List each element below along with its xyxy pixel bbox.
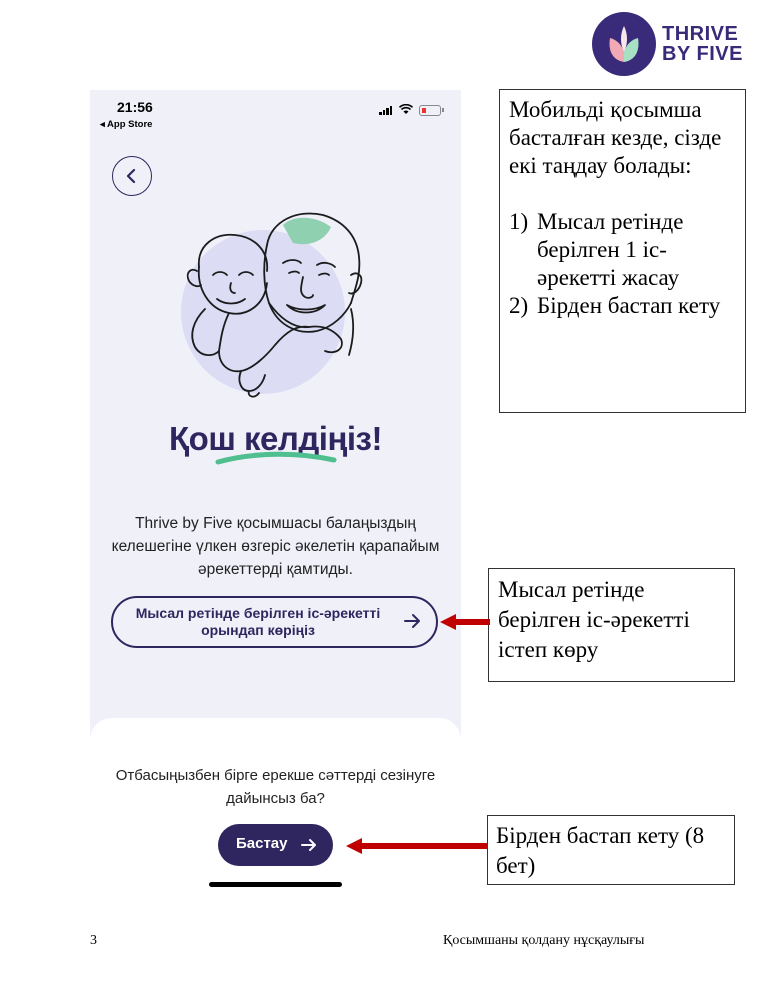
option-item: 1) Мысал ретінде берілген 1 іс-әрекетті жасау: [509, 209, 684, 290]
wifi-icon: [399, 104, 413, 118]
page-number: 3: [90, 933, 97, 948]
back-button[interactable]: [112, 156, 152, 196]
chevron-left-icon: [125, 168, 139, 184]
start-callout-box: Бірден бастап кету (8 бет): [487, 815, 735, 885]
welcome-title: Қош келдіңіз!: [169, 420, 382, 457]
app-description: Thrive by Five қосымшасы балаңыздың келешегіне үлкен өзгеріс әкелетін қарапайым әрекеттерді қамтиды.: [111, 515, 440, 578]
intro-callout-text: Мобильді қосымша басталған кезде, сізде екі таңдау болады:: [509, 97, 722, 178]
logo-flower-icon: [592, 12, 656, 76]
arrow-left-pointer-icon: [440, 612, 490, 632]
option-item: 2) Бірден бастап кету: [509, 293, 721, 318]
thrive-by-five-logo: [592, 12, 742, 78]
status-time: 21:56: [117, 99, 153, 115]
parent-child-hug-illustration: [175, 205, 385, 400]
arrow-right-icon: [402, 611, 422, 631]
options-list: [509, 208, 736, 320]
status-back-to-app-store[interactable]: ◂ App Store: [100, 119, 153, 130]
app-screenshot: [90, 90, 461, 890]
footer-document-title: Қосымшаны қолдану нұсқаулығы: [443, 933, 645, 948]
status-icons: [379, 104, 447, 116]
try-example-label: Мысал ретінде берілген іс-әрекетті орындап көріңіз: [135, 605, 381, 638]
battery-icon: [419, 105, 441, 116]
title-underline-decoration: [214, 448, 338, 468]
signal-icon: [379, 106, 393, 115]
arrow-left-pointer-icon: [346, 836, 488, 856]
example-callout-box: Мысал ретінде берілген іс-әрекетті істеп көру: [488, 568, 735, 682]
ready-question: Отбасыңызбен бірге ерекше сәттерді сезінуге дайынсыз ба?: [115, 767, 436, 807]
start-button[interactable]: [218, 824, 333, 866]
arrow-right-icon: [300, 837, 318, 853]
home-indicator: [209, 882, 342, 887]
try-example-activity-button[interactable]: [111, 596, 438, 648]
start-button-label: Бастау: [236, 835, 288, 852]
logo-wordmark: THRIVE BY FIVE: [662, 23, 743, 65]
intro-callout-box: [499, 89, 746, 413]
